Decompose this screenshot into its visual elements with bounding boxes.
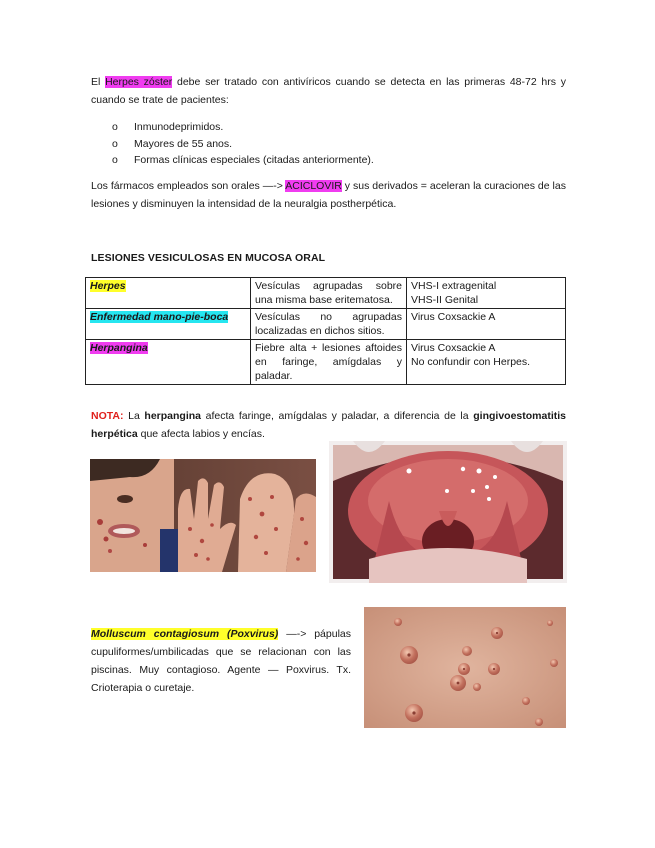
molluscum-name: Molluscum contagiosum (Poxvirus)	[91, 628, 279, 640]
table-cell-agent	[407, 340, 566, 385]
agent-line: No confundir con Herpes.	[411, 356, 531, 368]
aciclovir-highlight: ACICLOVIR	[285, 180, 342, 192]
table-row	[86, 340, 566, 385]
section-heading: LESIONES VESICULOSAS EN MUCOSA ORAL	[91, 252, 326, 264]
note-text: afecta faringe, amígdalas y paladar, a diferencia de la	[201, 410, 474, 422]
patient-list	[112, 119, 552, 169]
table-cell-name	[86, 278, 251, 309]
row-name: Herpangina	[90, 342, 148, 354]
drugs-paragraph	[91, 177, 566, 213]
row-name: Herpes	[90, 280, 126, 292]
note-bold: gingivoestomatitis herpética	[91, 410, 567, 440]
table-cell-agent	[407, 278, 566, 309]
drugs-rest: y sus derivados = aceleran la curaciones de las lesiones y disminuyen la intensidad de la neuralgia postherpética.	[91, 180, 566, 210]
herpes-zoster-highlight: Herpes zóster	[105, 76, 173, 88]
note-label: NOTA:	[91, 410, 124, 422]
molluscum-photo	[364, 607, 566, 728]
table-row	[86, 309, 566, 340]
intro-rest: debe ser tratado con antivíricos cuando se detecta en las primeras 48-72 hrs y cuando se trate de pacientes:	[91, 76, 566, 106]
note-bold: herpangina	[144, 410, 202, 422]
intro-paragraph	[91, 73, 566, 109]
hand-foot-mouth-illustration	[90, 459, 316, 572]
agent-line: VHS-I extragenital	[411, 280, 497, 292]
intro-prefix: El	[91, 76, 106, 88]
row-name: Enfermedad mano-pie-boca	[90, 311, 229, 323]
table-cell-desc: Fiebre alta + lesiones aftoides en faringe, amígdalas y paladar.	[251, 340, 407, 385]
agent-line: Virus Coxsackie A	[411, 342, 496, 354]
table-cell-agent	[407, 309, 566, 340]
herpangina-photo	[329, 441, 567, 583]
list-item: o Formas clínicas especiales (citadas anteriormente).	[112, 152, 552, 169]
agent-line: VHS-II Genital	[411, 294, 479, 306]
lesions-table	[85, 277, 566, 385]
table-row	[86, 278, 566, 309]
table-cell-desc: Vesículas agrupadas sobre una misma base eritematosa.	[251, 278, 407, 309]
list-item: o Inmunodeprimidos.	[112, 119, 552, 136]
note-text: que afecta labios y encías.	[137, 428, 265, 440]
list-item: o Mayores de 55 anos.	[112, 136, 552, 153]
herpangina-illustration	[329, 441, 567, 583]
molluscum-illustration	[364, 607, 566, 728]
table-cell-desc: Vesículas no agrupadas localizadas en dichos sitios.	[251, 309, 407, 340]
table-cell-name	[86, 340, 251, 385]
hand-foot-mouth-photo	[90, 459, 316, 572]
note-paragraph	[91, 407, 566, 443]
molluscum-text: —-> pápulas cupuliformes/umbilicadas que se relacionan con las piscinas. Muy contagioso. Agente — Poxvirus. Tx. Crioterapia o curetaje.	[91, 628, 352, 694]
table-cell-name	[86, 309, 251, 340]
molluscum-paragraph	[91, 625, 351, 697]
drugs-prefix: Los fármacos empleados son orales —->	[91, 180, 286, 192]
agent-line: Virus Coxsackie A	[411, 311, 496, 323]
note-text: La	[123, 410, 145, 422]
